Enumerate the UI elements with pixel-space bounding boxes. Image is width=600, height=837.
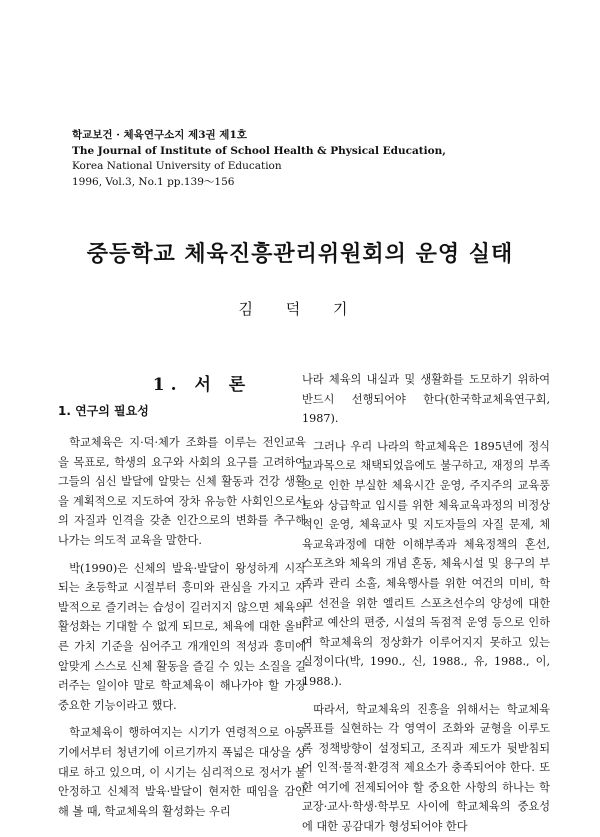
body-paragraph: 학교체육이 행하여지는 시기가 연령적으로 아동기에서부터 청년기에 이르기까지 폭넓은 대상을 상대로 하고 있으며, 이 시기는 심리적으로 정서가 불안정하고 신체적 발육·발달이 현저한 때임을 감안해 볼 때, 학교체육의 활성화는 우리 bbox=[58, 726, 306, 818]
journal-name-english: The Journal of Institute of School Health & Physical Education, bbox=[72, 144, 446, 157]
paper-title: 중등학교 체육진흥관리위원회의 운영 실태 bbox=[86, 241, 514, 267]
body-paragraph: 그러나 우리 나라의 학교체육은 1895년에 정식 교과목으로 채택되었음에도 불구하고, 재정의 부족으로 인한 부실한 체육시간 운영, 주지주의 교육풍토와 상급학교 입시를 위한 체육교육과정의 비정상적인 운영, 체육교사 및 지도자들의 자질 문제, 체육교육과정에 대한 이해부족과 체육정책의 혼선, 스포츠와 체육의 개념 혼동, 체육시설 및 용구의 부족과 관리 소홀, 체육행사를 위한 여건의 미비, 학교 선전을 위한 엘리트 스포츠선수의 양성에 대한 학교 예산의 편중, 시설의 독점적 운영 등으로 인하여 학교체육의 정상화가 이루어지지 못하고 있는 실정이다(박, 1990., 신, 1988., 유, 1988., 이, 1988.). bbox=[302, 439, 550, 688]
journal-volume-pages: 1996, Vol.3, No.1 pp.139～156 bbox=[72, 175, 235, 188]
journal-info bbox=[72, 128, 542, 190]
body-paragraph: 따라서, 학교체육의 진흥을 위해서는 학교체육 목표를 실현하는 각 영역이 조화와 균형을 이루도록 정책방향이 설정되고, 조직과 제도가 뒷받침되어 인적·물적·환경적 제요소가 충족되어야 한다. 또한 여기에 전제되어야 할 중요한 사항의 하나는 학교장·교사·학생·학부모 사이에 학교체육의 중요성에 대한 공감대가 형성되어야 한다 bbox=[302, 702, 550, 834]
body-paragraph: 나라 체육의 내실과 및 생활화를 도모하기 위하여 반드시 선행되어야 한다(한국학교체육연구회, 1987). bbox=[302, 373, 550, 426]
journal-name-korean: 학교보건 · 체육연구소지 제3권 제1호 bbox=[72, 129, 247, 141]
journal-institution: Korea National University of Education bbox=[72, 160, 282, 172]
author-name: 김 덕 기 bbox=[238, 300, 362, 318]
section-heading: 1. 서 론 bbox=[152, 375, 252, 395]
left-column bbox=[58, 370, 306, 821]
body-paragraph: 학교체육은 지·덕·체가 조화를 이루는 전인교육을 목표로, 학생의 요구와 사회의 요구를 고려하여 그들의 심신 발달에 알맞는 신체 활동과 건강 생활을 계획적으로 지도하여 장차 유능한 사회인으로서의 자질과 인격을 갖춘 인간으로의 변화를 추구해 나가는 의도적 교육을 말한다. bbox=[58, 436, 306, 547]
subsection-heading: 1. 연구의 필요성 bbox=[58, 404, 149, 418]
body-paragraph: 박(1990)은 신체의 발육·발달이 왕성하게 시작되는 초등학교 시절부터 흥미와 관심을 가지고 자발적으로 즐기려는 습성이 길러지지 않으면 체육의 활성화는 기대할 수 없게 되므로, 체육에 대한 올바른 가치 기준을 심어주고 개개인의 적성과 흥미에 알맞게 스스로 신체 활동을 즐길 수 있는 소질을 길러주는 일이야 말로 학교체육이 해나가야 할 가장 중요한 기능이라고 했다. bbox=[58, 561, 306, 712]
right-column bbox=[302, 370, 550, 837]
